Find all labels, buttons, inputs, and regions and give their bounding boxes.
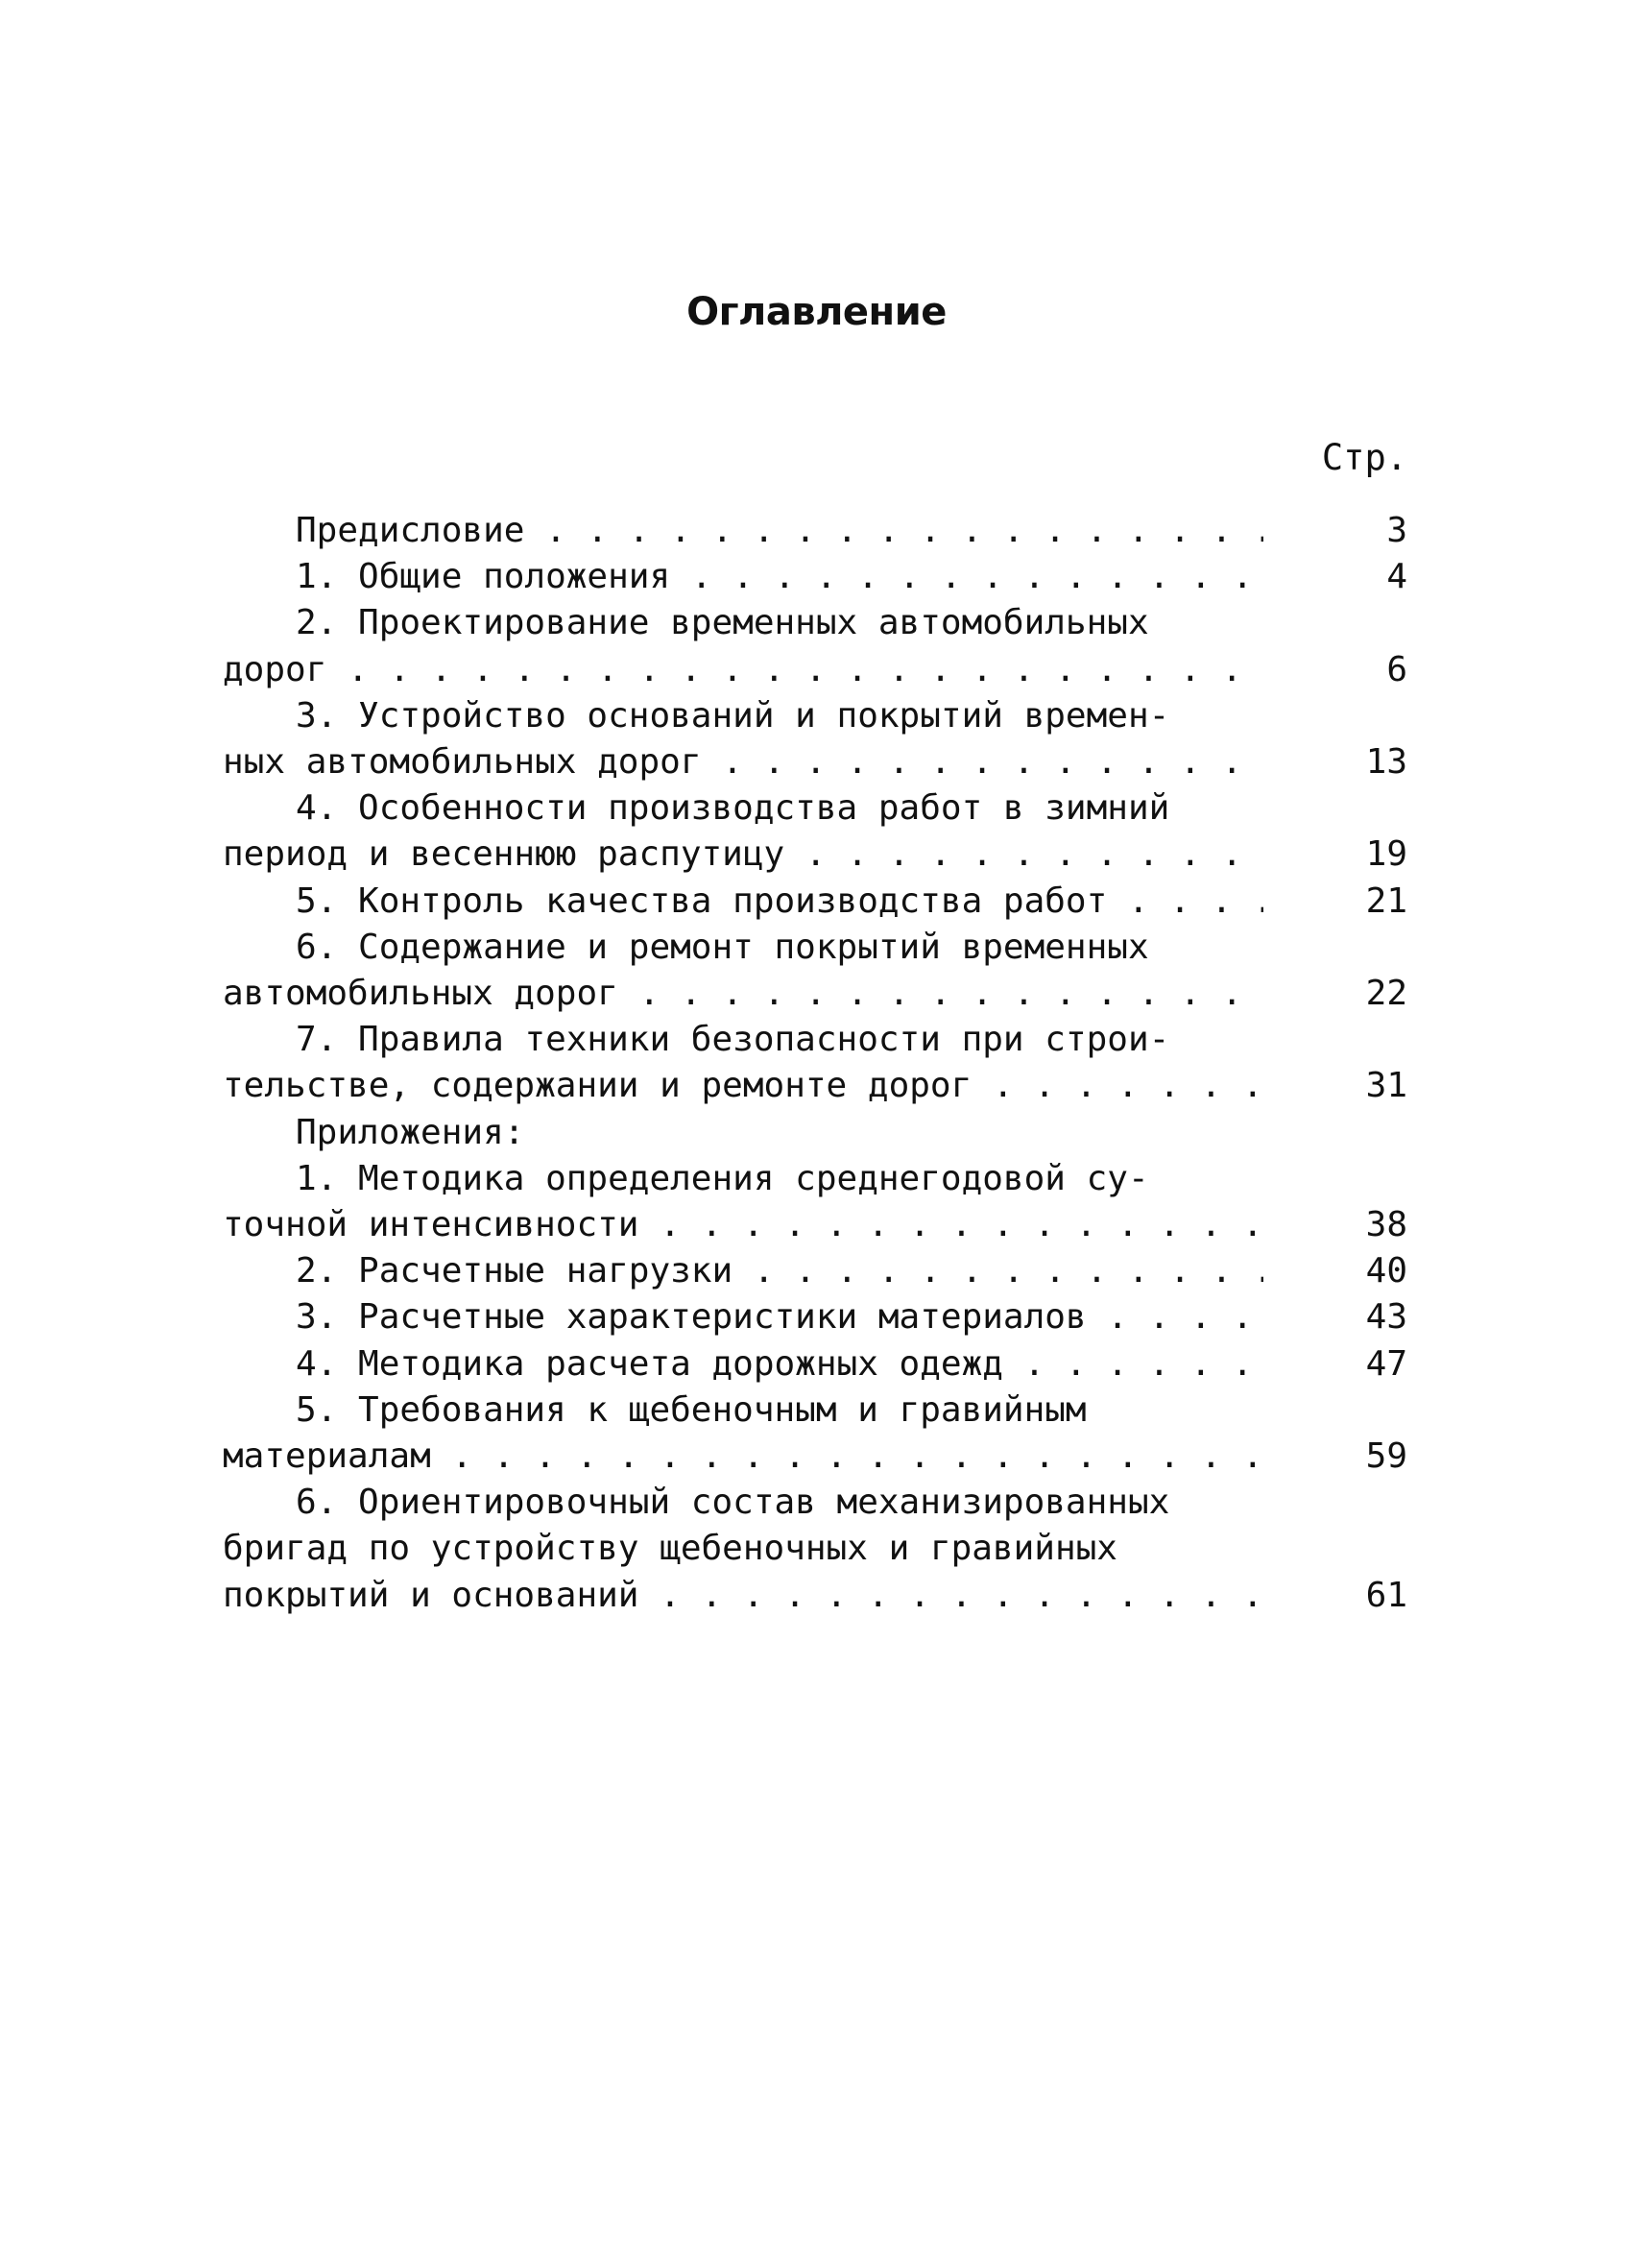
toc-entry-line — [223, 1479, 1407, 1527]
toc-entry-text: 3. Устройство оснований и покрытий времен- — [296, 696, 1170, 736]
toc-entry-line — [223, 1387, 1407, 1435]
page-title: Оглавление — [686, 290, 947, 334]
toc-entry-page-number: 3 — [1273, 507, 1407, 555]
toc-entry-page-number: 19 — [1273, 831, 1407, 879]
toc-entry-text: 4. Методика расчета дорожных одежд . . . — [296, 1340, 1263, 1388]
toc-entry-text: 3. Расчетные характеристики материалов . . . — [296, 1293, 1263, 1341]
toc-entry-text: дорог . . . — [223, 646, 1263, 694]
toc-entry-line — [223, 1201, 1407, 1249]
toc-entry-page-number: 31 — [1273, 1062, 1407, 1110]
toc-entry-line — [223, 784, 1407, 832]
toc-entry-line — [223, 738, 1407, 786]
toc-entry-page-number: 6 — [1273, 646, 1407, 694]
toc-entry-line — [223, 1293, 1407, 1341]
toc-entry-page-number: 47 — [1273, 1340, 1407, 1388]
toc-entry-line — [223, 1572, 1407, 1620]
toc-entry-line — [223, 692, 1407, 740]
toc-entry-text: тельстве, содержании и ремонте дорог . . . — [223, 1062, 1263, 1110]
toc-entry-line — [223, 1340, 1407, 1388]
toc-entry-text: ных автомобильных дорог . . . — [223, 738, 1263, 786]
toc-entry-text: 2. Расчетные нагрузки . . . — [296, 1247, 1263, 1295]
toc-entry-text: 6. Ориентировочный состав механизированных — [296, 1483, 1170, 1522]
toc-entry-line — [223, 599, 1407, 647]
toc-entry-line — [223, 507, 1407, 555]
toc-entry-text: 1. Общие положения . . . — [296, 553, 1263, 601]
toc-entry-page-number: 4 — [1273, 553, 1407, 601]
toc-entry-text: 1. Методика определения среднегодовой су- — [296, 1159, 1149, 1198]
toc-entry-page-number: 61 — [1273, 1572, 1407, 1620]
toc-entry-text: Приложения: — [296, 1113, 525, 1152]
toc-entry-page-number: 38 — [1273, 1201, 1407, 1249]
toc-entry-page-number: 13 — [1273, 738, 1407, 786]
toc-entry-page-number: 22 — [1273, 970, 1407, 1018]
toc-entry-page-number: 21 — [1273, 878, 1407, 926]
toc-entry-line — [223, 1109, 1407, 1157]
toc-entry-page-number: 40 — [1273, 1247, 1407, 1295]
toc-entry-line — [223, 1016, 1407, 1064]
page-column-header: Стр. — [1321, 437, 1407, 478]
toc-entry-text: 7. Правила техники безопасности при строи- — [296, 1020, 1170, 1059]
toc-entry-text: период и весеннюю распутицу . . . — [223, 831, 1263, 879]
toc-entry-page-number: 43 — [1273, 1293, 1407, 1341]
toc-entry-line — [223, 878, 1407, 926]
toc-entry-text: 6. Содержание и ремонт покрытий временных — [296, 928, 1149, 967]
toc-entry-line — [223, 831, 1407, 879]
toc-entry-line — [223, 646, 1407, 694]
toc-entry-line — [223, 1155, 1407, 1203]
toc-entry-text: материалам . . . — [223, 1433, 1263, 1481]
toc-entry-text: покрытий и оснований . . . — [223, 1572, 1263, 1620]
toc-entry-line — [223, 1525, 1407, 1573]
toc-entry-line — [223, 1247, 1407, 1295]
toc-entry-text: автомобильных дорог . . . — [223, 970, 1263, 1018]
toc-entry-line — [223, 970, 1407, 1018]
toc-entry-text: 5. Требования к щебеночным и гравийным — [296, 1390, 1087, 1430]
toc-entry-page-number: 59 — [1273, 1433, 1407, 1481]
toc-entry-text: 2. Проектирование временных автомобильных — [296, 603, 1149, 642]
toc-entry-line — [223, 1433, 1407, 1481]
toc-entry-text: точной интенсивности . . . — [223, 1201, 1263, 1249]
toc-entry-text: 5. Контроль качества производства работ . . . — [296, 878, 1263, 926]
toc-entry-text: 4. Особенности производства работ в зимний — [296, 788, 1170, 828]
toc-entry-text: бригад по устройству щебеночных и гравийных — [223, 1529, 1117, 1568]
toc-entry-text: Предисловие . . . — [296, 507, 1263, 555]
toc-entry-line — [223, 924, 1407, 972]
toc-entry-line — [223, 553, 1407, 601]
toc-entry-line — [223, 1062, 1407, 1110]
